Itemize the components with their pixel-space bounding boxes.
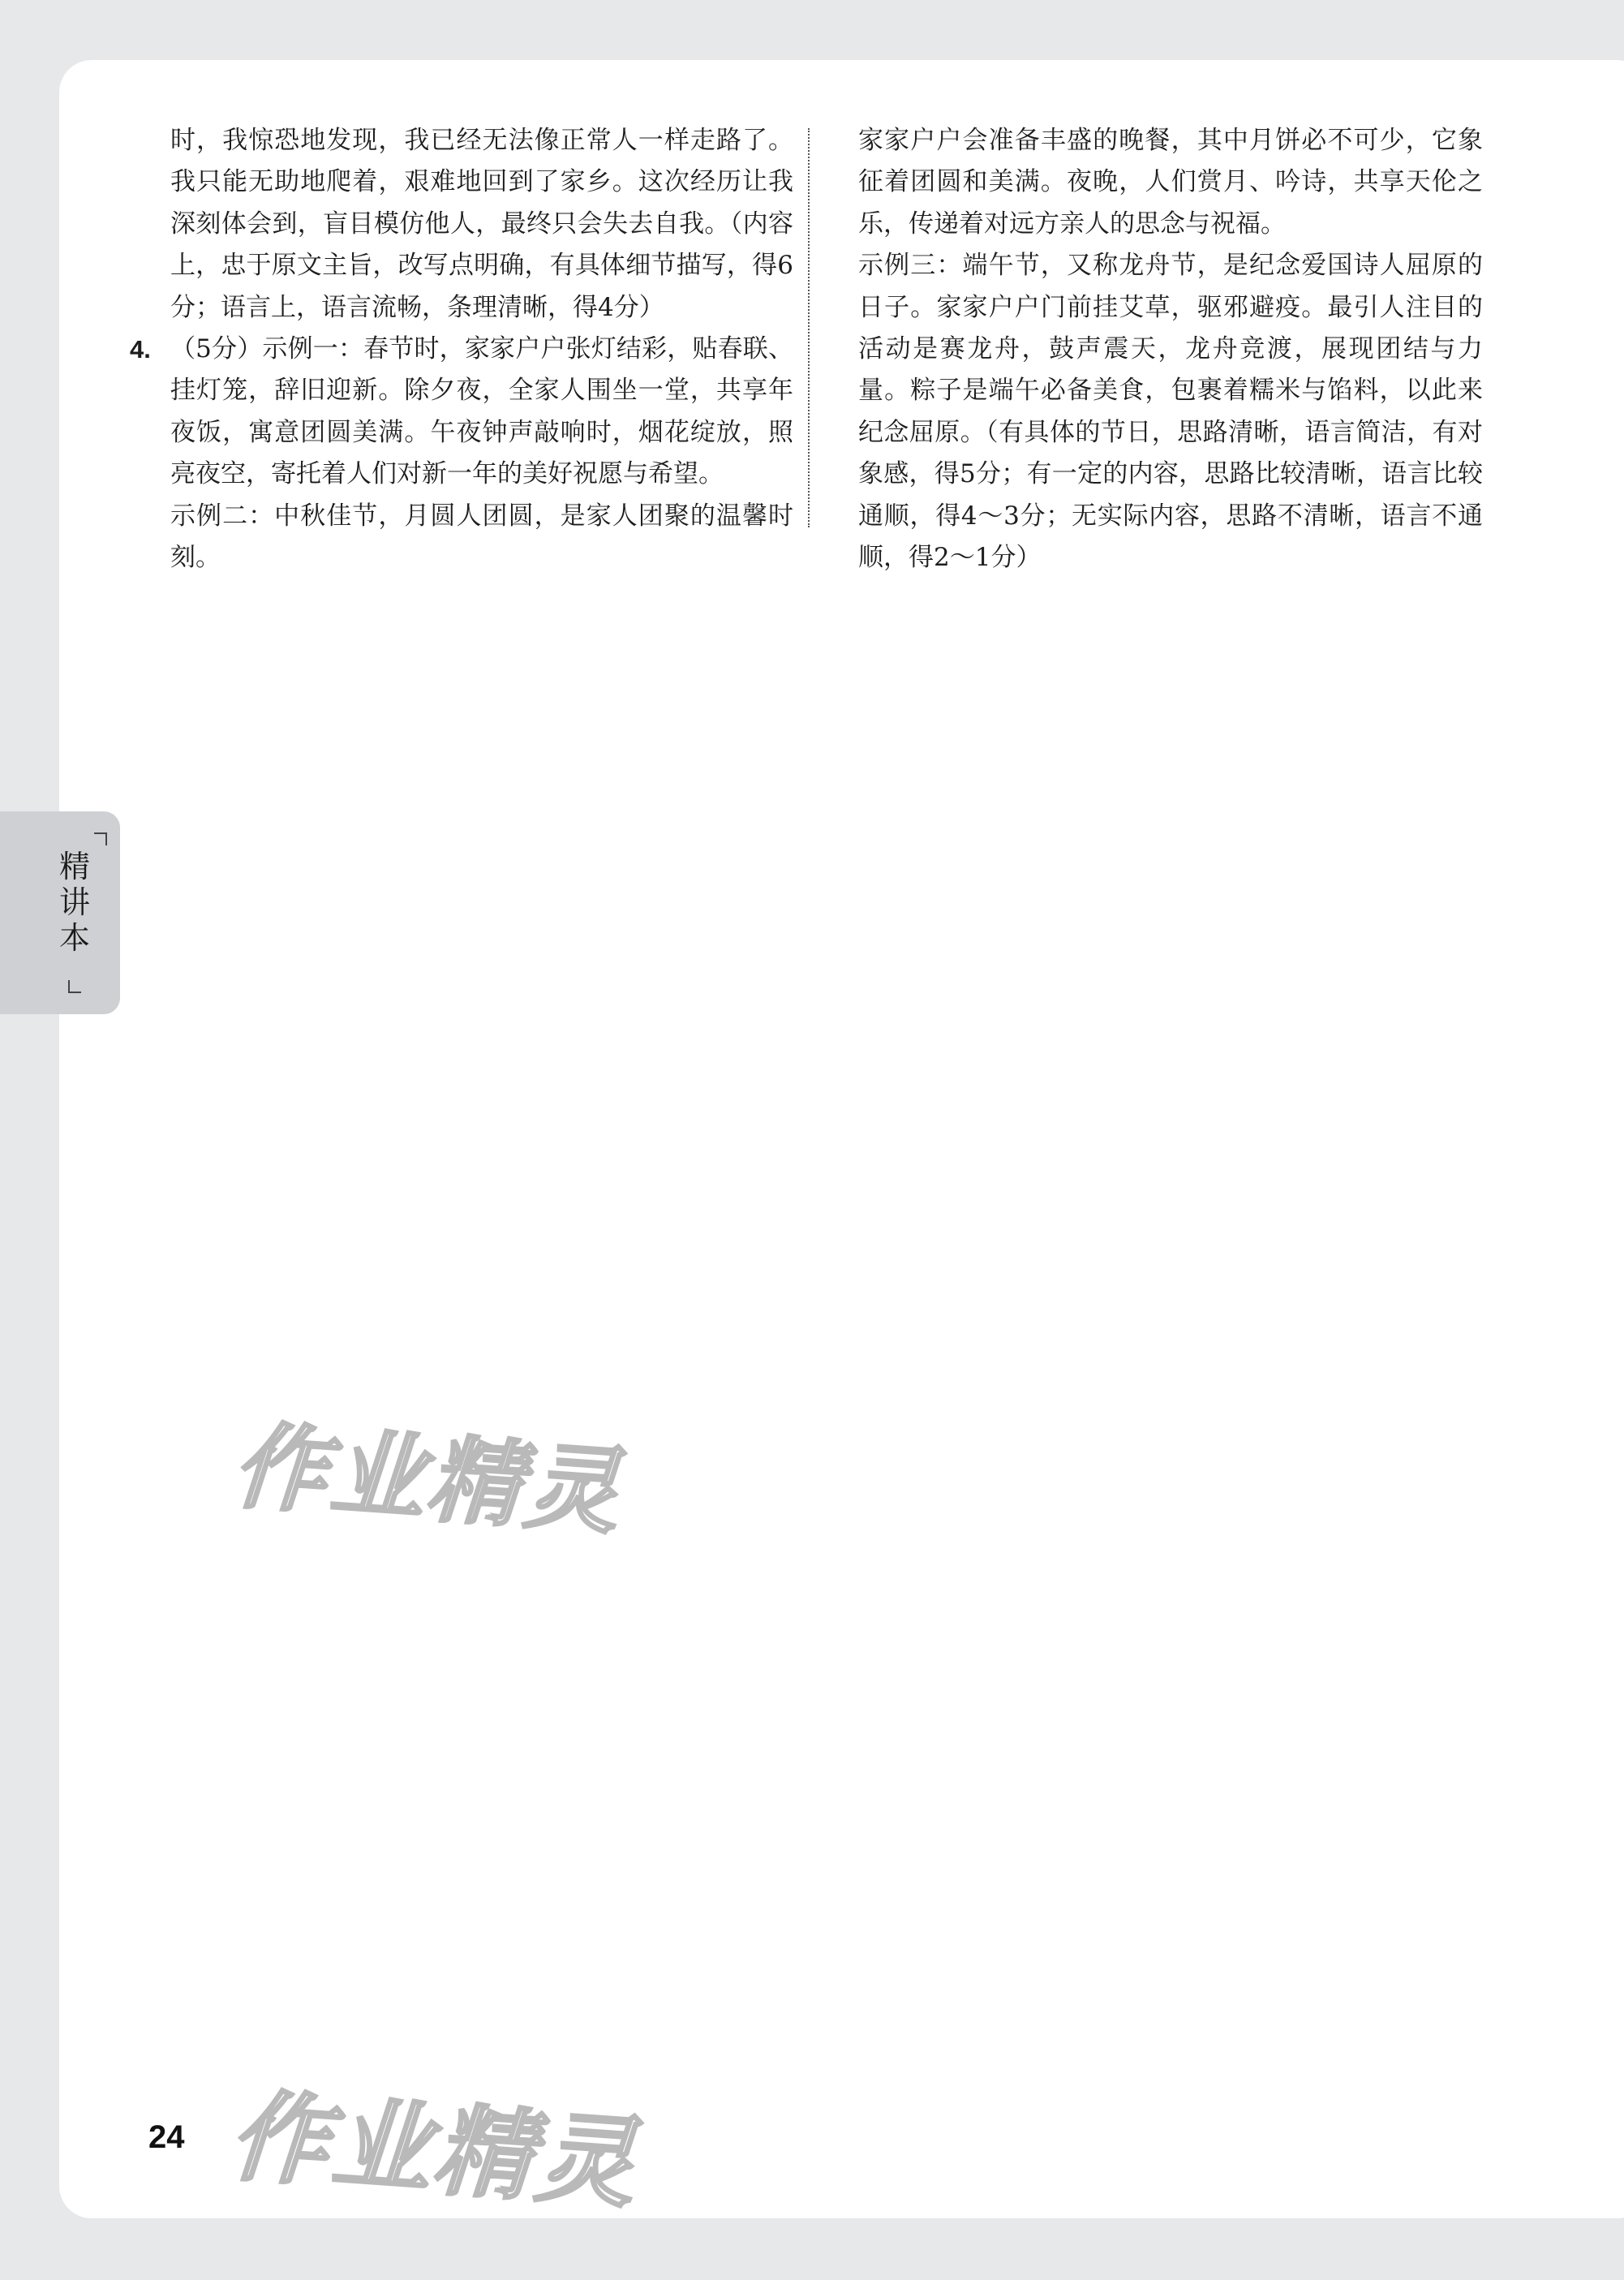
answer-column-left (130, 120, 793, 579)
answer-column-right (858, 120, 1483, 579)
side-tab-label: 精讲本 (58, 849, 90, 956)
bracket-corner-icon (68, 980, 81, 993)
answer-paragraph: 示例三：端午节，又称龙舟节，是纪念爱国诗人屈原的日子。家家户户门前挂艾草，驱邪避疫。最引人注目的活动是赛龙舟，鼓声震天，龙舟竞渡，展现团结与力量。粽子是端午必备美食，包裹着糯米与馅料，以此来纪念屈原。（有具体的节日，思路清晰，语言简洁，有对象感，得5分；有一定的内容，思路比较清晰，语言比较通顺，得4～3分；无实际内容，思路不清晰，语言不通顺，得2～1分） (858, 251, 1483, 573)
watermark: 作业精灵 (226, 2078, 642, 2222)
answer-paragraph: 时，我惊恐地发现，我已经无法像正常人一样走路了。我只能无助地爬着，艰难地回到了家乡。这次经历让我深刻体会到，盲目模仿他人，最终只会失去自我。（内容上，忠于原文主旨，改写点明确，有具体细节描写，得6分；语言上，语言流畅，条理清晰，得4分） (170, 126, 793, 322)
answer-paragraph: 示例二：中秋佳节，月圆人团圆，是家人团聚的温馨时刻。 (170, 501, 793, 573)
answer-paragraph: （5分）示例一：春节时，家家户户张灯结彩，贴春联、挂灯笼，辞旧迎新。除夕夜，全家人围坐一堂，共享年夜饭，寓意团圆美满。午夜钟声敲响时，烟花绽放，照亮夜空，寄托着人们对新一年的美好祝愿与希望。 (170, 334, 793, 489)
bracket-corner-icon (94, 832, 107, 845)
watermark: 作业精灵 (230, 1411, 626, 1548)
section-side-tab (0, 811, 120, 1014)
question-4-block (130, 329, 793, 496)
answer-paragraph: 家家户户会准备丰盛的晚餐，其中月饼必不可少，它象征着团圆和美满。夜晚，人们赏月、吟诗，共享天伦之乐，传递着对远方亲人的思念与祝福。 (858, 126, 1483, 239)
page-number: 24 (148, 2119, 185, 2155)
question-number: 4. (130, 335, 151, 364)
column-divider (808, 128, 810, 527)
